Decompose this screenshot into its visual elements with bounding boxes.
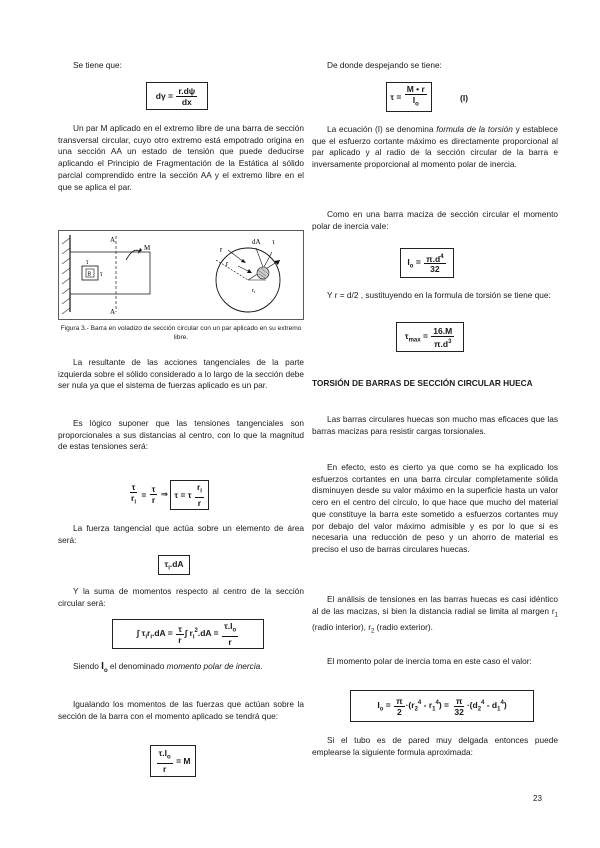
equation-polar-moment-hollow: $I_o$ = $\frac{\pi}{2}$ $\cdot(r_2^4 - r_1^4)$ = $\frac{\pi}{32}$ $\cdot(d_2^4 - d_1^4)$: [350, 690, 534, 722]
paragraph-par-aplicado: Un par M aplicado en el extremo libre de una barra de sección transversal circular, cuyo otro extremo está empotrado origina en una sección AA un estado de tensión que puede deducirse aplicando el Principio de Fragmentación de la Estática al sólido parcial comprendido entre la sección AA y el extremo libre en el que se aplica el par.: [58, 123, 304, 192]
symbol-io: $I_o$: [101, 661, 108, 674]
equation-tau-max: $\tau_{max}$ = $\frac{16.M}{\pi.d^3}$: [396, 322, 464, 352]
equation-torsion-formula: τ = $\frac{M • r}{I_o}$: [386, 82, 432, 112]
figure-cantilever-bar: [58, 230, 304, 320]
paragraph-despejando: De donde despejando se tiene:: [327, 60, 442, 70]
equation-polar-moment-solid: $I_o$ = $\frac{\pi.d^4}{32}$: [400, 248, 454, 278]
paragraph-se-tiene: Se tiene que:: [73, 60, 122, 70]
figure-label-m: M: [144, 244, 151, 252]
figure-label-a-bottom: A: [110, 308, 116, 316]
section-heading-hueca: TORSIÓN DE BARRAS DE SECCIÓN CIRCULAR HUECA: [312, 378, 533, 388]
paragraph-suma-momentos: Y la suma de momentos respecto al centro de la sección circular será:: [58, 586, 304, 608]
equation-moment-equals: $\frac{\tau.I_o}{r}$ = M: [150, 745, 196, 777]
paragraph-igualando: Igualando los momentos de las fuerzas que actúan sobre la sección de la barra con el momento aplicado se tendrá que:: [58, 699, 304, 721]
figure-label-ri: ri: [252, 288, 256, 294]
paragraph-fuerza-tangencial: La fuerza tangencial que actúa sobre un elemento de área será:: [58, 523, 304, 545]
figure-label-r: dA: [252, 238, 261, 246]
figure-label-b: B: [87, 271, 92, 278]
figure-caption: Figura 3.- Barra en voladizo de sección circular con un par aplicado en su extremo libre.: [60, 325, 302, 341]
paragraph-resultante: La resultante de las acciones tangenciales de la parte izquierda sobre el sólido considerado a lo largo de la sección debe ser nula ya que el sistema de fuerzas aplicado es un par.: [58, 357, 304, 391]
equation-force-element: $\tau_i.dA$: [158, 555, 190, 575]
paragraph-momento-polar-hueca: El momento polar de inercia toma en este caso el valor:: [327, 656, 532, 666]
figure-label-tau-1: τ: [86, 260, 89, 266]
paragraph-en-efecto: En efecto, esto es cierto ya que como se ha explicado los esfuerzos cortantes en una barra circular completamente sólida disminuyen desde su valor máximo en la superficie hasta un valor cero en el centro del círculo, lo que hace que mucho del material que constituye la barra este sometido a esfuerzos cortantes muy por debajo del valor máximo admisible y es por lo que si es necesaria una reducción de peso y un ahorro de material es preciso el uso de barras circulares huecas.: [312, 462, 558, 554]
paragraph-analisis: El análisis de tensiones en las barras huecas es casi idéntico al de las macizas, si bien la distancia radial se limita al margen $r_1$ (radio interior), $r_2$ (radio exterior).: [312, 594, 558, 635]
figure-label-a-top: A: [110, 236, 116, 244]
paragraph-sustituyendo: Y r = d/2 , sustituyendo en la formula de torsión se tiene que:: [327, 290, 551, 300]
paragraph-siendo: Siendo $I_o$ el denominado momento polar de inercia.: [73, 661, 263, 674]
paragraph-ecuacion-i: La ecuación (I) se denomina formula de la torsión y establece que el esfuerzo cortante máximo es directamente proporcional al par aplicado y al radio de la sección circular de la barra e inversamente proporcional al momento polar de inercia.: [312, 124, 559, 170]
paragraph-es-logico: Es lógico suponer que las tensiones tangenciales son proporcionales a sus distancias al centro, con lo que la magnitud de estas tensiones será:: [58, 418, 304, 452]
figure-label-tau-2: τ: [100, 272, 103, 278]
paragraph-barras-huecas: Las barras circulares huecas son mucho mas eficaces que las barras macizas para resistir cargas torsionales.: [312, 414, 558, 436]
page-number: 23: [533, 794, 542, 803]
equation-tag-i: (I): [460, 93, 469, 103]
paragraph-pared-delgada: Si el tubo es de pared muy delgada entonces puede emplearse la siguiente formula aproximada:: [312, 735, 558, 757]
figure-label-tau-4: r: [226, 261, 229, 268]
paragraph-barra-maciza: Como en una barra maciza de sección circular el momento polar de inercia vale:: [312, 209, 558, 231]
figure-label-tau-3: r: [220, 247, 223, 254]
equation-tau-proportional: $\frac{\tau}{r_i}$ = $\frac{\tau}{r}$ ⇒ τ = τ $\frac{r_i}{r}$: [128, 480, 209, 510]
equation-moment-sum: ∫ $\tau_ir_i.dA$ = $\frac{\tau}{r}$ ∫ $r_i^2.dA$ = $\frac{\tau.I_o}{r}$: [112, 619, 264, 649]
figure-label-da: τ: [272, 238, 275, 246]
equation-dgamma: dγ = $\frac{r.d\psi}{dx}$: [146, 82, 208, 110]
